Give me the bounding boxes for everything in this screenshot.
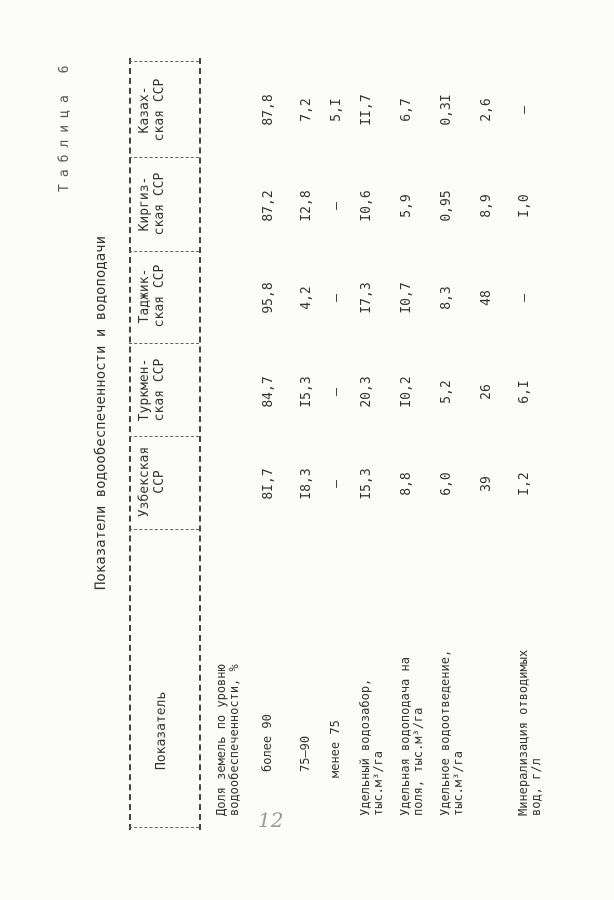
table-cell-tj: 95,8 [261,282,276,314]
column-header-line: ская ССР [152,264,167,328]
row-label [439,531,465,816]
table-cell-kg: 87,2 [261,190,276,222]
table-cell-tj: 4,2 [299,286,314,310]
table-cell-tj: – [329,294,344,302]
row-label [399,531,425,816]
row-label-line: Минерализация отводимых [516,649,530,816]
row-label-line: вод, г/л [529,758,543,816]
table-cell-uz: I,2 [517,472,532,496]
table-cell-kg: 0,95 [439,190,454,222]
header-divider [129,61,199,62]
table-cell-kg: I2,8 [299,190,314,222]
table-cell-kz: 2,6 [479,98,494,122]
row-label-line: Удельное водоотведение, [438,649,452,816]
column-header-line: Таджик- [137,268,152,324]
header-divider [129,157,199,158]
table-cell-kg: 8,9 [479,194,494,218]
table-cell-tj: 48 [479,290,494,306]
column-header-line: Казах- [137,86,152,134]
table-number-label: Таблица 6 [57,58,72,192]
header-divider [129,827,199,828]
header-divider [129,529,199,530]
column-header-line: ССР [152,470,167,494]
table-cell-tm: – [329,388,344,396]
table-cell-uz: 8I,7 [261,468,276,500]
table-cell-kz: 7,2 [299,98,314,122]
table-cell-tm: 26 [479,384,494,400]
column-header-indicator: Показатель [154,691,169,770]
table-cell-uz: I5,3 [359,468,374,500]
table-cell-kz: 87,8 [261,94,276,126]
rotated-table-canvas [47,50,607,830]
column-header-line: Киргиз- [137,176,152,232]
row-label-line: Удельный водозабор, [358,678,372,816]
table-cell-tm: 5,2 [439,380,454,404]
table-cell-kz: 5,I [329,98,344,122]
table-cell-uz: 39 [479,476,494,492]
column-header-turkmen [137,345,167,435]
row-label-line: 75–90 [298,735,312,772]
table-cell-kg: – [329,202,344,210]
column-header-kyrgyz [137,159,167,249]
column-header-kazakh [137,65,167,155]
header-divider [129,343,199,344]
row-label-line: тыс.м³/га [451,750,465,816]
table-cell-uz: 6,0 [439,472,454,496]
table-header-rule [199,58,201,830]
row-label-line: водообеспеченности, % [227,664,241,816]
table-cell-tj: I0,7 [399,282,414,314]
row-label-line: Удельная водоподача на [398,657,412,816]
table-cell-kz: 0,3I [439,94,454,126]
table-cell-kz: – [517,106,532,114]
table-cell-tm: I5,3 [299,376,314,408]
row-label [517,531,543,816]
table-cell-uz: I8,3 [299,468,314,500]
column-header-line: Узбекская [137,446,152,518]
table-cell-kz: 6,7 [399,98,414,122]
column-header-line: ская ССР [152,172,167,236]
column-header-line: Туркмен- [137,358,152,422]
table-cell-uz: – [329,480,344,488]
table-cell-uz: 8,8 [399,472,414,496]
row-label-line: тыс.м³/га [371,750,385,816]
table-cell-tm: 84,7 [261,376,276,408]
table-cell-kz: II,7 [359,94,374,126]
column-header-line: ская ССР [152,358,167,422]
table-title: Показатели водообеспеченности и водоподачи [93,235,109,590]
table-top-rule [129,58,131,830]
row-label-line: поля, тыс.м³/га [411,707,425,816]
row-label [329,493,342,778]
row-label [359,531,385,816]
column-header-uzbek [137,437,167,527]
table-cell-tm: 6,I [517,380,532,404]
table-cell-tj: 8,3 [439,286,454,310]
table-cell-kg: I0,6 [359,190,374,222]
table-cell-tm: 20,3 [359,376,374,408]
table-cell-tj: I7,3 [359,282,374,314]
row-label [261,487,274,772]
table-cell-kg: I,0 [517,194,532,218]
table-cell-tm: I0,2 [399,376,414,408]
row-label-line: Доля земель по уровню [214,664,228,816]
handwritten-page-number: 12 [258,808,284,832]
row-label-line: более 90 [260,714,274,772]
column-header-tajik [137,251,167,341]
column-header-line: ская ССР [152,78,167,142]
table-cell-kg: 5,9 [399,194,414,218]
row-label [215,531,241,816]
row-label [299,487,312,772]
row-label-line: менее 75 [328,720,342,778]
table-cell-tj: – [517,294,532,302]
